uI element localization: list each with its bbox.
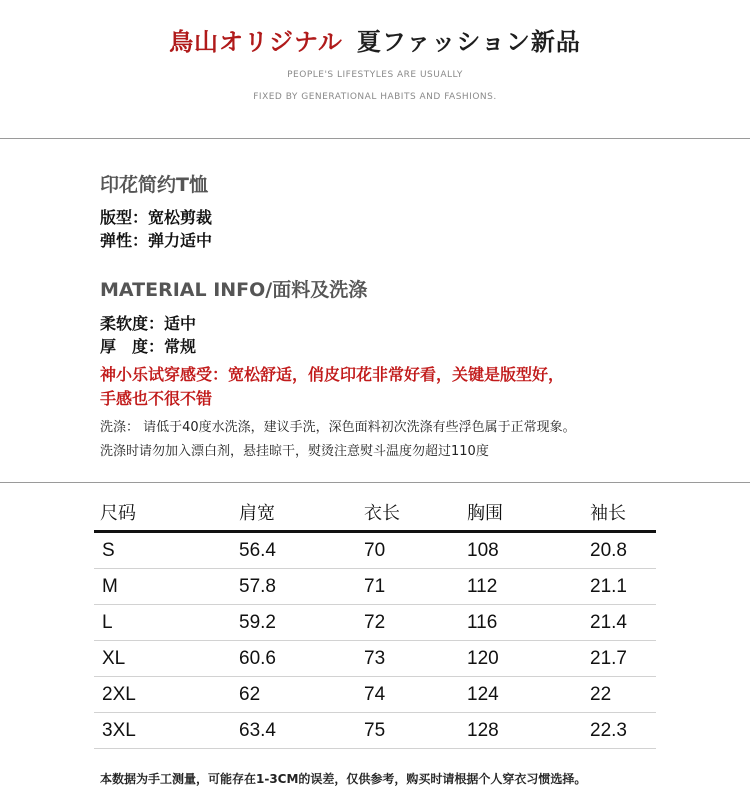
title-subtitle: 夏ファッション新品 xyxy=(356,28,581,56)
header-size: 尺码 xyxy=(100,502,136,524)
cell-shoulder: 59.2 xyxy=(239,611,276,633)
cell-sleeve: 21.1 xyxy=(590,575,627,597)
cell-size: L xyxy=(102,611,113,633)
table-row xyxy=(94,569,656,605)
spec-fit: 版型：宽松剪裁 xyxy=(100,208,213,227)
header-shoulder: 肩宽 xyxy=(239,502,275,524)
page-header xyxy=(0,0,750,138)
care-instructions-line-1: 洗涤： 请低于40度水洗涤，建议手洗，深色面料初次洗涤有些浮色属于正常现象。 xyxy=(100,420,576,435)
size-table-header xyxy=(94,493,656,533)
cell-chest: 124 xyxy=(467,683,499,705)
product-name: 印花简约T恤 xyxy=(100,174,208,196)
cell-length: 71 xyxy=(364,575,386,597)
table-row xyxy=(94,641,656,677)
cell-chest: 116 xyxy=(467,611,498,633)
measurement-footnote: 本数据为手工测量，可能存在1-3CM的误差，仅供参考，购买时请根据个人穿衣习惯选择。 xyxy=(100,772,587,786)
material-section-title: MATERIAL INFO/面料及洗涤 xyxy=(100,279,368,301)
cell-sleeve: 22 xyxy=(590,683,612,705)
header-sleeve: 袖长 xyxy=(590,502,626,524)
tagline-line-2: FIXED BY GENERATIONAL HABITS AND FASHIONS. xyxy=(253,92,497,102)
cell-chest: 108 xyxy=(467,539,499,561)
table-row xyxy=(94,713,656,749)
cell-length: 74 xyxy=(364,683,386,705)
cell-shoulder: 60.6 xyxy=(239,647,276,669)
care-instructions-line-2: 洗涤时请勿加入漂白剂，悬挂晾干，熨烫注意熨斗温度勿超过110度 xyxy=(100,444,489,459)
table-row xyxy=(94,677,656,713)
header-divider xyxy=(0,138,750,139)
table-divider xyxy=(0,482,750,483)
cell-length: 73 xyxy=(364,647,386,669)
size-table xyxy=(94,493,656,749)
cell-size: XL xyxy=(102,647,126,669)
cell-shoulder: 62 xyxy=(239,683,261,705)
cell-chest: 112 xyxy=(467,575,498,597)
cell-chest: 128 xyxy=(467,719,499,741)
cell-shoulder: 63.4 xyxy=(239,719,276,741)
table-row xyxy=(94,533,656,569)
cell-size: 3XL xyxy=(102,719,136,741)
cell-length: 70 xyxy=(364,539,386,561)
page-title xyxy=(0,22,750,57)
cell-size: 2XL xyxy=(102,683,136,705)
cell-sleeve: 21.4 xyxy=(590,611,627,633)
cell-sleeve: 20.8 xyxy=(590,539,627,561)
cell-length: 75 xyxy=(364,719,386,741)
spec-thickness: 厚 度：常规 xyxy=(100,337,197,356)
table-row xyxy=(94,605,656,641)
spec-elasticity: 弹性：弹力适中 xyxy=(100,231,213,250)
tagline-line-1: PEOPLE'S LIFESTYLES ARE USUALLY xyxy=(287,70,463,80)
header-length: 衣长 xyxy=(364,502,400,524)
cell-length: 72 xyxy=(364,611,386,633)
cell-sleeve: 22.3 xyxy=(590,719,627,741)
try-on-feel-line-2: 手感也不很不错 xyxy=(100,389,213,408)
cell-sleeve: 21.7 xyxy=(590,647,627,669)
cell-shoulder: 56.4 xyxy=(239,539,276,561)
cell-chest: 120 xyxy=(467,647,499,669)
try-on-feel-line-1: 神小乐试穿感受：宽松舒适，俏皮印花非常好看，关键是版型好， xyxy=(100,365,565,384)
cell-size: S xyxy=(102,539,115,561)
brand-name: 鳥山オリジナル xyxy=(169,28,343,56)
spec-softness: 柔软度：适中 xyxy=(100,314,197,333)
cell-size: M xyxy=(102,575,118,597)
cell-shoulder: 57.8 xyxy=(239,575,276,597)
header-chest: 胸围 xyxy=(467,502,503,524)
